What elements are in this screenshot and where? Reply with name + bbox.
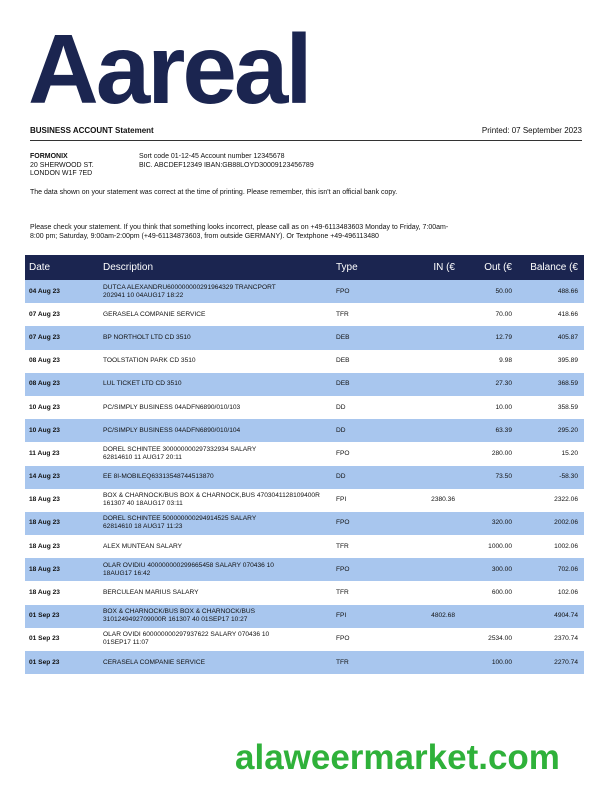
transactions-table bbox=[25, 255, 584, 674]
cell-out: 10.00 bbox=[495, 403, 512, 411]
cell-balance: 488.66 bbox=[518, 280, 584, 303]
cell-in bbox=[406, 535, 461, 558]
cell-in bbox=[406, 442, 461, 465]
company-name: FORMONIX bbox=[30, 153, 68, 160]
address-line-2: LONDON W1F 7ED bbox=[30, 170, 93, 177]
cell-date: 18 Aug 23 bbox=[29, 589, 60, 597]
cell-date: 01 Sep 23 bbox=[29, 635, 60, 643]
description-line: CERASELA COMPANIE SERVICE bbox=[103, 658, 205, 666]
cell-balance: 2322.06 bbox=[554, 496, 578, 504]
cell-balance: 418.66 bbox=[557, 310, 578, 318]
cell-description bbox=[99, 628, 332, 651]
cell-type: TFR bbox=[332, 651, 406, 674]
cell-balance: 2002.06 bbox=[518, 512, 584, 535]
cell-out: 320.00 bbox=[461, 512, 518, 535]
cell-description bbox=[99, 303, 332, 326]
cell-description bbox=[99, 535, 332, 558]
cell-date: 08 Aug 23 bbox=[29, 357, 60, 365]
description-line: DUTCA ALEXANDRU600000000291964329 TRANCPORT bbox=[103, 283, 276, 291]
cell-out: 2534.00 bbox=[488, 635, 512, 643]
cell-in bbox=[406, 326, 461, 349]
description-line: OLAR OVIDIU 400000000299665458 SALARY 070436 10 bbox=[103, 561, 274, 569]
table-row bbox=[25, 326, 584, 349]
cell-in bbox=[406, 396, 461, 419]
table-row bbox=[25, 535, 584, 558]
cell-out: 280.00 bbox=[491, 449, 512, 457]
cell-description bbox=[99, 326, 332, 349]
table-row bbox=[25, 558, 584, 581]
cell-in bbox=[406, 628, 461, 651]
customer-address bbox=[30, 153, 94, 179]
cell-type: FPO bbox=[332, 512, 406, 535]
cell-out: 300.00 bbox=[461, 558, 518, 581]
cell-balance: 2370.74 bbox=[554, 635, 578, 643]
cell-date: 18 Aug 23 bbox=[25, 558, 99, 581]
description-line: 01SEP17 11:07 bbox=[103, 639, 149, 647]
statement-title: BUSINESS ACCOUNT Statement bbox=[30, 126, 154, 135]
cell-out: 73.50 bbox=[461, 466, 518, 489]
cell-type: DD bbox=[332, 419, 406, 442]
cell-out: 12.79 bbox=[461, 326, 518, 349]
cell-in bbox=[406, 651, 461, 674]
cell-in bbox=[406, 419, 461, 442]
cell-description bbox=[99, 373, 332, 396]
col-balance: Balance (€ bbox=[518, 255, 584, 280]
cell-balance: 2270.74 bbox=[518, 651, 584, 674]
table-row bbox=[25, 581, 584, 604]
cell-out: 100.00 bbox=[461, 651, 518, 674]
address-line-1: 20 SHERWOOD ST. bbox=[30, 161, 94, 169]
cell-balance: 702.06 bbox=[518, 558, 584, 581]
cell-balance: -58.30 bbox=[518, 466, 584, 489]
table-row bbox=[25, 512, 584, 535]
description-line: 62814610 11 AUG17 20:11 bbox=[103, 453, 182, 461]
cell-balance: 358.59 bbox=[557, 403, 578, 411]
table-row bbox=[25, 373, 584, 396]
table-row bbox=[25, 605, 584, 628]
table-row bbox=[25, 442, 584, 465]
cell-balance: 102.06 bbox=[557, 589, 578, 597]
cell-in bbox=[406, 512, 461, 535]
cell-out: 70.00 bbox=[495, 310, 512, 318]
table-row bbox=[25, 280, 584, 303]
table-row bbox=[25, 489, 584, 512]
cell-type: FPI bbox=[336, 496, 347, 504]
cell-type: TFR bbox=[336, 542, 349, 550]
cell-date: 18 Aug 23 bbox=[25, 512, 99, 535]
table-row bbox=[25, 350, 584, 373]
cell-balance: 295.20 bbox=[518, 419, 584, 442]
cell-date: 10 Aug 23 bbox=[29, 403, 60, 411]
cell-balance: 368.59 bbox=[518, 373, 584, 396]
cell-date: 04 Aug 23 bbox=[25, 280, 99, 303]
cell-in: 4802.68 bbox=[406, 605, 461, 628]
cell-balance: 405.87 bbox=[518, 326, 584, 349]
statement-note: The data shown on your statement was correct at the time of printing. Please remember, this isn't an official bank copy. bbox=[30, 189, 398, 196]
cell-type: FPO bbox=[332, 280, 406, 303]
cell-description bbox=[99, 419, 332, 442]
cell-description bbox=[99, 466, 332, 489]
cell-balance: 395.89 bbox=[557, 357, 578, 365]
cell-type: TFR bbox=[336, 310, 349, 318]
table-header-row bbox=[25, 255, 584, 280]
cell-type: DEB bbox=[332, 326, 406, 349]
col-type: Type bbox=[332, 255, 406, 280]
account-details bbox=[139, 153, 314, 170]
description-line: 3101249492709000R 161307 40 01SEP17 10:27 bbox=[103, 616, 248, 624]
col-date: Date bbox=[25, 255, 99, 280]
description-line: ALEX MUNTEAN SALARY bbox=[103, 542, 183, 550]
description-line: PC/SIMPLY BUSINESS 04ADFN6890/010/103 bbox=[103, 403, 241, 411]
table-row bbox=[25, 466, 584, 489]
cell-balance: 1002.06 bbox=[554, 542, 578, 550]
cell-in bbox=[406, 280, 461, 303]
cell-date: 14 Aug 23 bbox=[25, 466, 99, 489]
cell-description bbox=[99, 651, 332, 674]
sort-code-account: Sort code 01-12-45 Account number 12345678 bbox=[139, 153, 285, 160]
cell-type: DD bbox=[336, 403, 346, 411]
cell-date: 01 Sep 23 bbox=[25, 651, 99, 674]
col-in: IN (€ bbox=[406, 255, 461, 280]
description-line: PC/SIMPLY BUSINESS 04ADFN6890/010/104 bbox=[103, 426, 241, 434]
cell-out: 1000.00 bbox=[488, 542, 512, 550]
cell-type: FPO bbox=[336, 635, 350, 643]
cell-balance: 15.20 bbox=[561, 449, 578, 457]
cell-out bbox=[461, 605, 518, 628]
cell-in bbox=[406, 373, 461, 396]
printed-date: Printed: 07 September 2023 bbox=[481, 126, 582, 135]
cell-date: 07 Aug 23 bbox=[29, 310, 60, 318]
description-line: LUL TICKET LTD CD 3510 bbox=[103, 380, 182, 388]
cell-out: 50.00 bbox=[461, 280, 518, 303]
col-description: Description bbox=[99, 255, 332, 280]
cell-type: DD bbox=[332, 466, 406, 489]
cell-out bbox=[461, 489, 518, 512]
header-divider bbox=[30, 140, 582, 141]
description-line: GERASELA COMPANIE SERVICE bbox=[103, 310, 206, 318]
cell-in bbox=[406, 558, 461, 581]
cell-in bbox=[406, 581, 461, 604]
cell-in: 2380.36 bbox=[431, 496, 455, 504]
cell-date: 18 Aug 23 bbox=[29, 542, 60, 550]
bank-logo: Aareal bbox=[28, 14, 310, 124]
description-line: DOREL SCHINTEE 500000000294914525 SALARY bbox=[103, 515, 257, 523]
description-line: BERCULEAN MARIUS SALARY bbox=[103, 589, 199, 597]
watermark: alaweermarket.com bbox=[235, 738, 560, 777]
cell-in bbox=[406, 350, 461, 373]
cell-description bbox=[99, 442, 332, 465]
description-line: EE 8I-MOBILEQ63313548744513870 bbox=[103, 473, 214, 481]
cell-out: 63.39 bbox=[461, 419, 518, 442]
description-line: BP NORTHOLT LTD CD 3510 bbox=[103, 333, 191, 341]
cell-description bbox=[99, 581, 332, 604]
cell-type: DEB bbox=[336, 357, 350, 365]
cell-out: 27.30 bbox=[461, 373, 518, 396]
table-row bbox=[25, 419, 584, 442]
cell-out: 9.98 bbox=[499, 357, 512, 365]
cell-out: 600.00 bbox=[491, 589, 512, 597]
description-line: DOREL SCHINTEE 300000000297332934 SALARY bbox=[103, 445, 257, 453]
bic-iban: BIC. ABCDEF12349 IBAN:GB88LOYD30009123456789 bbox=[139, 161, 314, 169]
cell-type: TFR bbox=[336, 589, 349, 597]
cell-description bbox=[99, 350, 332, 373]
cell-date: 10 Aug 23 bbox=[25, 419, 99, 442]
cell-in bbox=[406, 466, 461, 489]
cell-description bbox=[99, 280, 332, 303]
cell-date: 18 Aug 23 bbox=[29, 496, 60, 504]
cell-type: FPI bbox=[332, 605, 406, 628]
table-row bbox=[25, 396, 584, 419]
col-out: Out (€ bbox=[461, 255, 518, 280]
cell-description bbox=[99, 512, 332, 535]
description-line: 62814610 18 AUG17 11:23 bbox=[103, 523, 183, 531]
description-line: TOOLSTATION PARK CD 3510 bbox=[103, 357, 196, 365]
transactions-body bbox=[25, 280, 584, 674]
cell-date: 08 Aug 23 bbox=[25, 373, 99, 396]
cell-date: 07 Aug 23 bbox=[25, 326, 99, 349]
table-row bbox=[25, 303, 584, 326]
cell-date: 01 Sep 23 bbox=[25, 605, 99, 628]
description-line: 202941 10 04AUG17 18:22 bbox=[103, 291, 184, 299]
cell-type: FPO bbox=[336, 449, 350, 457]
cell-description bbox=[99, 605, 332, 628]
description-line: 18AUG17 16:42 bbox=[103, 569, 151, 577]
cell-description bbox=[99, 396, 332, 419]
cell-type: FPO bbox=[332, 558, 406, 581]
cell-balance: 4904.74 bbox=[518, 605, 584, 628]
contact-note: Please check your statement. If you think that something looks incorrect, please call as on +49-6113483603 Monday to Friday, 7:00am-8:00 pm; Saturday, 9:00am-2:00pm (+49-61134873603, from outside GERMANY). Or Textphone +49-496113480 bbox=[30, 224, 449, 240]
cell-description bbox=[99, 558, 332, 581]
cell-in bbox=[406, 303, 461, 326]
cell-description bbox=[99, 489, 332, 512]
description-line: 161307 40 18AUG17 03:11 bbox=[103, 500, 183, 508]
description-line: BOX & CHARNOCK/BUS BOX & CHARNOCK,BUS 4703041128109400R bbox=[103, 492, 320, 500]
cell-date: 11 Aug 23 bbox=[29, 449, 60, 457]
description-line: BOX & CHARNOCK/BUS BOX & CHARNOCK/BUS bbox=[103, 608, 256, 616]
table-row bbox=[25, 628, 584, 651]
table-row bbox=[25, 651, 584, 674]
cell-type: DEB bbox=[332, 373, 406, 396]
description-line: OLAR OVIDI 600000000297937622 SALARY 070436 10 bbox=[103, 631, 270, 639]
